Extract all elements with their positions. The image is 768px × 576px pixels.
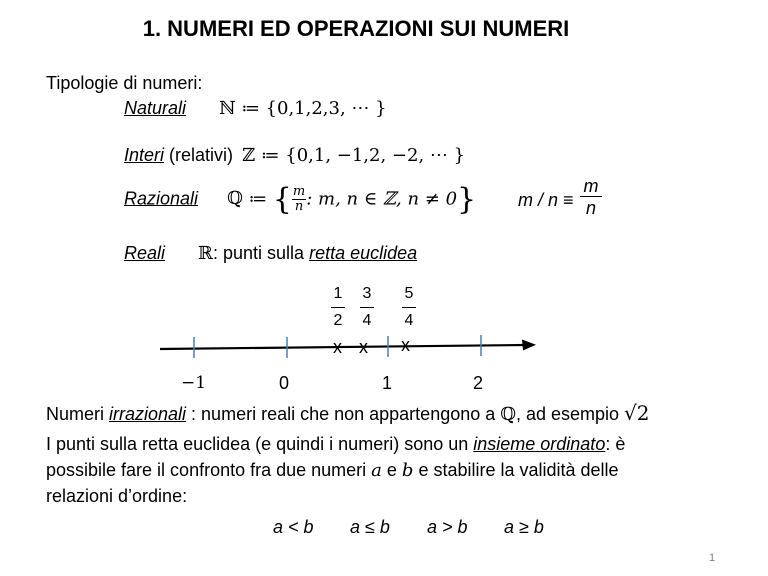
irrazionali-label: irrazionali xyxy=(109,404,187,424)
axis-label-zero: 0 xyxy=(279,373,290,393)
mark-five-quarters: x xyxy=(401,335,410,355)
mark-one-half: x xyxy=(333,337,342,357)
interi-label: Interi xyxy=(124,145,165,165)
intro-text: Tipologie di numeri: xyxy=(46,73,203,93)
irrazionali-text: : numeri reali che non appartengono a xyxy=(186,404,501,424)
naturali-symbol: ℕ xyxy=(219,98,236,119)
razionali-brace-open: { xyxy=(272,182,292,217)
axis-label-one: 1 xyxy=(382,373,393,393)
razionali-condition: : m, n ∈ ℤ, n ≠ 0 xyxy=(306,188,458,210)
axis-label-minus-one: −1 xyxy=(181,373,207,393)
razionali-label: Razionali xyxy=(124,188,199,209)
naturali-definition: ≔ {0,1,2,3, ⋯ } xyxy=(235,98,387,119)
var-b: b xyxy=(401,460,414,481)
razionali-brace-close: } xyxy=(457,182,477,217)
reali-label: Reali xyxy=(124,243,166,263)
relation-less: a < b xyxy=(273,517,314,537)
interi-symbol: ℤ xyxy=(242,145,256,166)
irrazionali-symbol: ℚ xyxy=(500,404,516,425)
interi-definition: ≔ {0,1, −1,2, −2, ⋯ } xyxy=(255,145,466,166)
relation-greater: a > b xyxy=(427,517,468,537)
ordine-line2-mid: e xyxy=(381,460,402,480)
fraction-den: 2 xyxy=(333,312,343,329)
reali-text: : punti sulla xyxy=(213,243,310,263)
ordine-line1-post: : è xyxy=(605,434,626,454)
axis-label-two: 2 xyxy=(473,373,484,393)
fraction-num: 1 xyxy=(333,285,343,302)
razionali-frac-num: m xyxy=(292,184,306,199)
irrazionali-post: , ad esempio xyxy=(515,404,625,424)
relation-less-equal: a ≤ b xyxy=(350,517,390,537)
razionali-frac-den: n xyxy=(294,199,304,214)
number-line-axis xyxy=(160,345,525,349)
ordine-line-3: relazioni d’ordine: xyxy=(46,486,188,506)
irrazionali-pre: Numeri xyxy=(46,404,110,424)
ordine-line1-pre: I punti sulla retta euclidea (e quindi i numeri) sono un xyxy=(46,434,474,454)
sqrt-two: √2 xyxy=(624,401,650,425)
fraction-den: 4 xyxy=(362,312,372,329)
fraction-den: 4 xyxy=(404,312,414,329)
reali-retta-euclidea: retta euclidea xyxy=(309,243,418,263)
irrazionali-row xyxy=(46,401,649,425)
fraction-num: 3 xyxy=(362,285,372,302)
razionali-def-pre: ≔ xyxy=(242,188,273,210)
page-title: 1. NUMERI ED OPERAZIONI SUI NUMERI xyxy=(142,16,570,41)
var-a: a xyxy=(371,460,382,481)
insieme-ordinato: insieme ordinato xyxy=(473,434,606,454)
mark-three-quarters: x xyxy=(359,337,368,357)
notation-num: m xyxy=(583,176,599,196)
page-number: 1 xyxy=(709,552,716,564)
ordine-line-2 xyxy=(46,460,619,481)
naturali-label: Naturali xyxy=(124,98,187,118)
number-line-arrow xyxy=(522,340,536,351)
notation-den: n xyxy=(580,196,602,219)
razionali-symbol: ℚ xyxy=(227,188,243,210)
ordine-line2-post: e stabilire la validità delle xyxy=(413,460,619,480)
relation-greater-equal: a ≥ b xyxy=(504,517,544,537)
interi-suffix: (relativi) xyxy=(164,145,234,165)
ordine-line-1 xyxy=(46,434,625,455)
reali-symbol: ℝ xyxy=(198,243,214,264)
notation-lhs: m / n ≡ xyxy=(518,190,574,210)
fraction-num: 5 xyxy=(404,285,414,302)
ordine-line2-pre: possibile fare il confronto fra due numeri xyxy=(46,460,372,480)
